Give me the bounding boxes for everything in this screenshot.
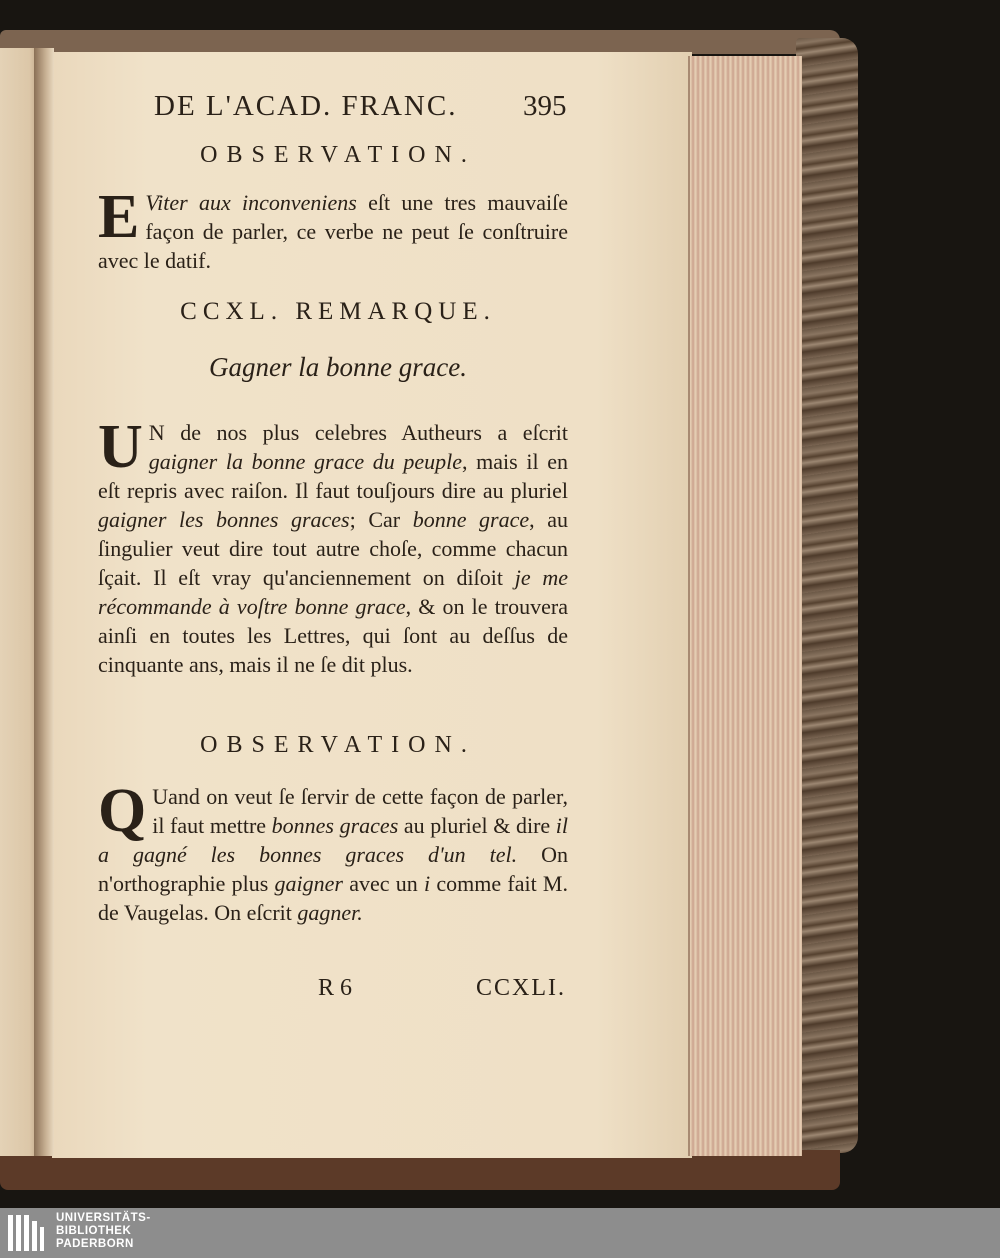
page-gutter	[34, 48, 54, 1156]
library-name-line3: PADERBORN	[56, 1238, 134, 1250]
para2-segment: gaigner les bonnes graces	[98, 507, 350, 532]
para3-segment: au pluriel & dire	[398, 813, 556, 838]
para2-segment: gaigner la bonne grace du peuple	[148, 449, 463, 474]
para3-segment: gagner.	[297, 900, 363, 925]
para3-segment: Uand on veut ſe ſervir de cette façon de parler, il faut mettre	[152, 784, 568, 838]
running-head: DE L'ACAD. FRANC.	[154, 90, 458, 122]
para2-segment: , au ſingulier veut dire tout autre choſe, comme chacun ſçait. Il eſt vray qu'anciennement on diſoit	[98, 507, 568, 590]
para3-segment: avec un	[342, 871, 425, 896]
observation-heading-1: OBSERVATION.	[200, 142, 476, 168]
signature-mark: R 6	[318, 975, 353, 1001]
book-cover-top	[0, 30, 840, 54]
para3-segment: comme fait M. de Vaugelas. On eſcrit	[98, 871, 568, 925]
library-name-line1: UNIVERSITÄTS-	[56, 1212, 151, 1224]
library-footer-bar	[0, 1208, 1000, 1258]
observation-heading-2: OBSERVATION.	[200, 732, 476, 758]
paragraph-3	[98, 777, 569, 927]
dropcap-q: Q	[98, 777, 147, 845]
ub-paderborn-logo-icon	[6, 1213, 46, 1253]
dropcap-e: E	[98, 183, 140, 251]
para3-segment: bonnes graces	[271, 813, 399, 838]
library-name	[56, 1212, 151, 1251]
para3-segment: il a gagné les bonnes graces d'un tel.	[98, 813, 569, 867]
book-cover-right	[796, 38, 858, 1153]
paragraph-1	[98, 183, 569, 275]
para3-segment: i	[424, 871, 431, 896]
para2-segment: ; Car	[349, 507, 413, 532]
para2-segment: , mais il en eſt repris avec raiſon. Il faut touſjours dire au pluriel	[98, 449, 568, 503]
para2-segment: , & on le trouvera ainſi en toutes les Lettres, qui ſont au deſſus de cinquante ans, mais il ne ſe dit plus.	[98, 594, 568, 677]
paragraph-2	[98, 413, 568, 679]
dropcap-u: U	[98, 413, 143, 481]
para2-segment: bonne grace	[412, 507, 530, 532]
para3-segment: gaigner	[274, 871, 343, 896]
page-edges	[688, 56, 802, 1156]
remarque-heading: CCXL. REMARQUE.	[180, 298, 496, 325]
catchword: CCXLI.	[476, 975, 566, 1001]
para2-segment: N de nos plus celebres Autheurs a eſcrit	[148, 420, 568, 445]
para2-segment: je me récommande à voſtre bonne grace	[98, 565, 568, 619]
page-number: 395	[523, 90, 567, 122]
para3-segment: On n'orthographie plus	[98, 842, 568, 896]
remarque-subtitle: Gagner la bonne grace.	[209, 352, 467, 382]
para1-italic: Viter aux inconveniens	[145, 190, 357, 215]
para1-text: eſt une tres mauvaiſe façon de parler, ce verbe ne peut ſe conſtruire avec le datif.	[98, 190, 569, 273]
library-name-line2: BIBLIOTHEK	[56, 1225, 132, 1237]
